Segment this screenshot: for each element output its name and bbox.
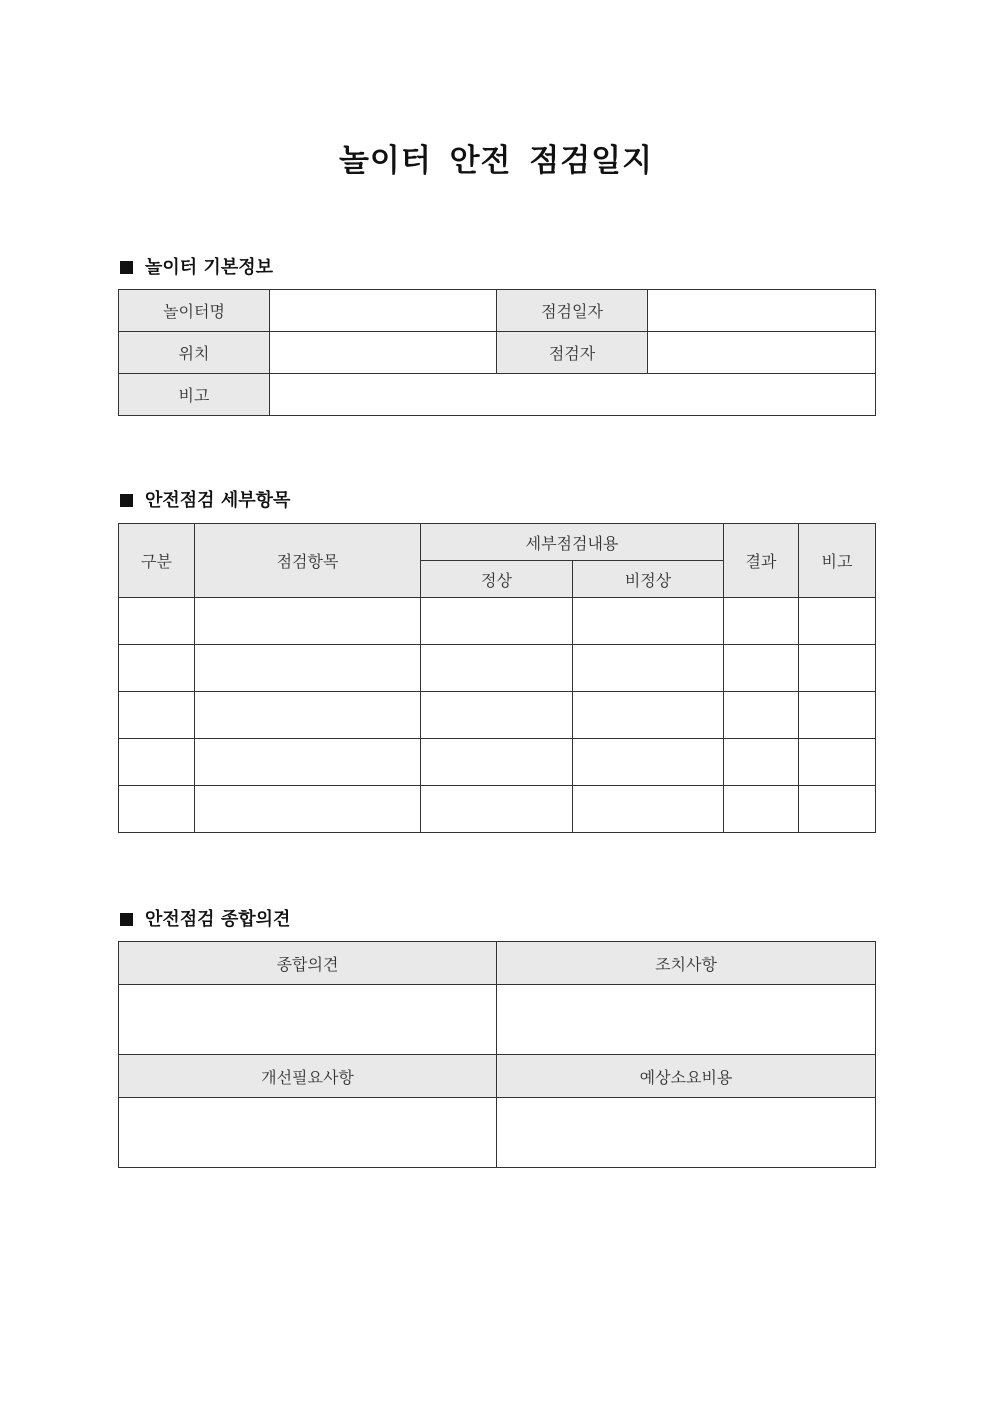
result-cell[interactable] xyxy=(724,692,799,739)
abnormal-cell[interactable] xyxy=(573,786,724,833)
playground-name-field[interactable] xyxy=(270,290,497,332)
header-action-taken: 조치사항 xyxy=(497,942,876,985)
section-heading-basic xyxy=(120,253,273,279)
label-inspector: 점검자 xyxy=(497,332,648,374)
square-bullet-icon xyxy=(120,494,133,507)
basic-info-table xyxy=(118,289,876,416)
remarks-cell[interactable] xyxy=(799,645,876,692)
basic-info-row xyxy=(119,332,876,374)
section-heading-opinion xyxy=(120,905,290,931)
normal-cell[interactable] xyxy=(421,692,573,739)
header-category: 구분 xyxy=(119,524,195,598)
category-cell[interactable] xyxy=(119,786,195,833)
opinion-header-row xyxy=(119,942,876,985)
header-estimated-cost: 예상소요비용 xyxy=(497,1055,876,1098)
remarks-cell[interactable] xyxy=(799,739,876,786)
table-row xyxy=(119,645,876,692)
header-detail-group: 세부점검내용 xyxy=(421,524,724,561)
result-cell[interactable] xyxy=(724,598,799,645)
header-result: 결과 xyxy=(724,524,799,598)
abnormal-cell[interactable] xyxy=(573,598,724,645)
inspector-field[interactable] xyxy=(648,332,876,374)
category-cell[interactable] xyxy=(119,739,195,786)
label-location: 위치 xyxy=(119,332,270,374)
check-item-cell[interactable] xyxy=(195,692,421,739)
header-remarks: 비고 xyxy=(799,524,876,598)
normal-cell[interactable] xyxy=(421,598,573,645)
table-row xyxy=(119,692,876,739)
header-normal: 정상 xyxy=(421,561,573,598)
remarks-cell[interactable] xyxy=(799,598,876,645)
result-cell[interactable] xyxy=(724,739,799,786)
remarks-cell[interactable] xyxy=(799,786,876,833)
result-cell[interactable] xyxy=(724,786,799,833)
label-remarks: 비고 xyxy=(119,374,270,416)
opinion-body-row xyxy=(119,1098,876,1168)
check-item-cell[interactable] xyxy=(195,739,421,786)
square-bullet-icon xyxy=(120,261,133,274)
detail-header-row xyxy=(119,524,876,561)
improvement-needed-field[interactable] xyxy=(119,1098,497,1168)
abnormal-cell[interactable] xyxy=(573,739,724,786)
inspection-date-field[interactable] xyxy=(648,290,876,332)
square-bullet-icon xyxy=(120,913,133,926)
header-abnormal: 비정상 xyxy=(573,561,724,598)
detail-check-table xyxy=(118,523,876,833)
basic-info-row xyxy=(119,374,876,416)
location-field[interactable] xyxy=(270,332,497,374)
header-check-item: 점검항목 xyxy=(195,524,421,598)
result-cell[interactable] xyxy=(724,645,799,692)
remarks-cell[interactable] xyxy=(799,692,876,739)
category-cell[interactable] xyxy=(119,692,195,739)
section-heading-detail xyxy=(120,486,290,512)
basic-info-row xyxy=(119,290,876,332)
estimated-cost-field[interactable] xyxy=(497,1098,876,1168)
category-cell[interactable] xyxy=(119,645,195,692)
page-title: 놀이터 안전 점검일지 xyxy=(338,143,654,179)
abnormal-cell[interactable] xyxy=(573,645,724,692)
table-row xyxy=(119,598,876,645)
check-item-cell[interactable] xyxy=(195,645,421,692)
table-row xyxy=(119,786,876,833)
action-taken-field[interactable] xyxy=(497,985,876,1055)
section-heading-opinion-text: 안전점검 종합의견 xyxy=(145,909,291,930)
overall-opinion-field[interactable] xyxy=(119,985,497,1055)
category-cell[interactable] xyxy=(119,598,195,645)
normal-cell[interactable] xyxy=(421,739,573,786)
remarks-field[interactable] xyxy=(270,374,876,416)
label-playground-name: 놀이터명 xyxy=(119,290,270,332)
label-inspection-date: 점검일자 xyxy=(497,290,648,332)
header-overall-opinion: 종합의견 xyxy=(119,942,497,985)
overall-opinion-table xyxy=(118,941,876,1168)
check-item-cell[interactable] xyxy=(195,598,421,645)
header-improvement-needed: 개선필요사항 xyxy=(119,1055,497,1098)
opinion-body-row xyxy=(119,985,876,1055)
normal-cell[interactable] xyxy=(421,786,573,833)
opinion-header-row xyxy=(119,1055,876,1098)
section-heading-detail-text: 안전점검 세부항목 xyxy=(145,490,291,511)
table-row xyxy=(119,739,876,786)
abnormal-cell[interactable] xyxy=(573,692,724,739)
normal-cell[interactable] xyxy=(421,645,573,692)
check-item-cell[interactable] xyxy=(195,786,421,833)
section-heading-basic-text: 놀이터 기본정보 xyxy=(145,257,273,278)
